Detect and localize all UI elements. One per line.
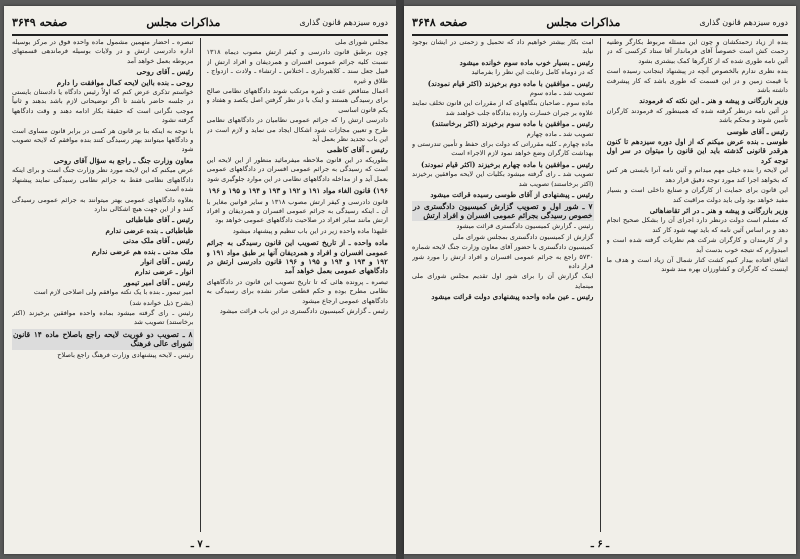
paragraph: مجلس شورای ملی bbox=[335, 38, 388, 46]
paragraph: علیهذا ماده واحده زیر در این باب تنظیم و پیشنهاد میشود bbox=[232, 226, 388, 235]
paragraph: و از کارمندان و کارگران شرکت هم نظریات گرفته شده است و امیدوارم که نتیجه خوب بدست آید bbox=[606, 236, 788, 254]
paragraph: این لایحه را بنده خیلی مهم میدانم و آئین نامه آنرا بایستی هر کس که بخواهد اجرا کند مورد توجه دقیق قرار دهد bbox=[606, 166, 788, 184]
speaker-line: رئیس ـ بسیار خوب ماده سوم خوانده میشود bbox=[459, 57, 594, 67]
speaker-line: رئیس ـ آقای کاظمی bbox=[326, 145, 388, 155]
header-title: مذاکرات مجلس bbox=[146, 15, 221, 29]
column-right bbox=[607, 38, 789, 532]
column-left bbox=[412, 38, 594, 532]
right-page bbox=[404, 6, 796, 554]
paragraph: که در دوماه کامل رعایت این نظر را بفرمائید bbox=[471, 68, 594, 77]
paragraph: کمیسیون دادگستری با حضور آقای معاون وزارت جنگ لایحه شماره ۵۷۳۰ راجع به جرائم عمومی افسران و افراد ارتش را مورد شور قرار داده bbox=[412, 243, 594, 270]
speaker-line: معاون وزارت جنگ ـ راجع به سؤال آقای روحی bbox=[53, 155, 194, 165]
section-heading: ماده واحده ـ از تاریخ تصویب این قانون رسیدگی به جرائم عمومی افسران و افراد و همردیفان آنها بر طبق مواد ۱۹۱ و ۱۹۲ و ۱۹۳ و ۱۹۴ و ۱۹۵ و ۱۹۶ قانون دادرسی ارتش در دادگاههای عمومی بعمل خواهد آمد bbox=[206, 238, 388, 276]
paragraph: بعلاوه دادگاههای عمومی بهتر میتوانند به جرائم عمومی رسیدگی کنند و از این جهت هیچ اشکالی ندارد bbox=[12, 195, 194, 213]
page-header bbox=[12, 10, 388, 36]
paragraph: رئیس ـ لایحه پیشنهادی وزارت فرهنگ راجع باصلاح bbox=[57, 350, 194, 359]
paragraph: بنده از زیاد زحمتکشان و چون این مسئله مربوط بکارگر وطنیه زحمت کش است خصوصاً آقای فرماندار آقا ستاد کرکسی که در آئین نامه طوری شده که از کارگرها کمک بیشتری بشود bbox=[606, 38, 788, 65]
speaker-line: وزیر بازرگانی و پیشه و هنر ـ این نکته که فرمودند bbox=[639, 96, 788, 106]
paragraph: بطوریکه در این قانون ملاحظه میفرمائید منظور از این لایحه این است که رسیدگی به جرائم عمومی افسران در دادگاههای عمومی بعمل آید و از مداخله دادگاههای نظامی در این موارد جلوگیری شود bbox=[206, 155, 388, 183]
column-left bbox=[12, 38, 194, 532]
header-page-number: صفحه ۳۶۴۹ bbox=[12, 15, 68, 29]
page-footer-number: ـ ۷ ـ bbox=[190, 539, 210, 550]
page-footer-number: ـ ۶ ـ bbox=[590, 539, 610, 550]
paragraph: رئیس ـ رای گرفته میشود بماده واحده موافقین برخیزند (اکثر برخاستند) تصویب شد bbox=[12, 308, 194, 327]
speaker-line: رئیس ـ عین ماده واحده پیشنهادی دولت قرائت میشود bbox=[431, 292, 594, 302]
header-page-number: صفحه ۳۶۴۸ bbox=[412, 15, 468, 29]
page-header bbox=[412, 10, 788, 36]
speaker-line: رئیس ـ پیشنهادی از آقای طوسی رسیده قرائت میشود bbox=[430, 190, 594, 200]
paragraph: قانون دادرسی و کیفر ارتش مصوب ۱۳۱۸ و سایر قوانین مغایر با آن ـ اینکه رسیدگی به جرائم عمومی افسران و همردیفان و افراد ارتش مانند سایر افراد در صلاحیت دادگاههای عمومی خواهد بود bbox=[206, 197, 388, 225]
paragraph: تصویب شد ـ رای گرفته میشود بکلیات این لایحه موافقین برخیزند (اکثر برخاستند) تصویب شد bbox=[412, 170, 594, 188]
paragraph: در آئین نامه درنظر گرفته شده که همینطور که فرمودند کارگران تأمین شوند و محکم باشد bbox=[606, 106, 788, 125]
speaker-line: رئیس ـ آقای طباطبائی bbox=[125, 215, 194, 225]
book-gutter bbox=[396, 0, 404, 559]
section-heading: ۱۹۶) قانون الغاء مواد ۱۹۱ و ۱۹۲ و ۱۹۳ و ۱۹۴ و ۱۹۵ و ۱۹۶ bbox=[208, 186, 388, 196]
speaker-line: رئیس ـ آقای ملک مدنی bbox=[123, 236, 194, 246]
paragraph: با توجه به اینکه بنا بر قانون هر کسی در برابر قانون مساوی است و دادگاهها میتوانند بهتر رسیدگی کنند بنده موافقم که لایحه تصویب شود bbox=[12, 126, 194, 154]
speaker-line: رئیس ـ آقای انوار bbox=[140, 256, 194, 266]
speaker-line: ملک مدنی ـ بنده هم عرضی ندارم bbox=[91, 246, 194, 256]
speaker-line: روحی ـ بنده بااین لایحه کمال موافقت را دارم bbox=[56, 77, 194, 87]
paragraph: رئیس ـ گزارش کمیسیون دادگستری در این باب قرائت میشود bbox=[219, 306, 388, 315]
paragraph: رئیس ـ گزارش کمیسیون دادگستری قرائت میشود bbox=[456, 222, 594, 231]
paragraph: ماده سوم ـ صاحبان بنگاههای که از مقررات این قانون تخلف نمایند علاوه بر جبران خسارت وارده بدادگاه جلب خواهند شد bbox=[412, 99, 594, 117]
paragraph: ماده چهارم ـ کلیه مقرراتی که دولت برای حفظ و تأمین تندرستی و بهداشت کارگران وضع خواهد نمود لازم الاجراء است bbox=[412, 140, 594, 158]
paragraph: گزارش از کمیسیون دادگستری بمجلس شورای ملی bbox=[452, 232, 594, 241]
paragraph: تبصره ـ پرونده هائی که تا تاریخ تصویب این قانون در دادگاههای نظامی مطرح بوده و حکم قطعی صادر نشده برای رسیدگی به دادگاههای عمومی ارجاع میشود bbox=[206, 277, 388, 305]
paragraph: امیر تیمور ـ بنده با یک نکته موافقم ولی اصلاحی لازم است bbox=[33, 288, 194, 297]
paragraph: این قانون برای حمایت از کارگران و صنایع داخلی است و بسیار مفید خواهد بود ولی باید دولت مراقبت کند bbox=[606, 186, 788, 204]
paragraph: اتفاق افتاده بیدار کنیم کشت کنار شمال آن زیاد است و هدف ما اینست که کارگران و کشاورزان بهره مند شوند bbox=[606, 255, 788, 274]
header-subtitle: دوره سیزدهم قانون گذاری bbox=[699, 17, 788, 27]
page-columns bbox=[12, 38, 388, 532]
speaker-line: رئیس ـ موافقین با ماده دوم برخیزند (اکثر قیام نمودند) bbox=[427, 78, 594, 88]
paragraph: که مسلم است دولت درنظر دارد اجرای آن را بشکل صحیح انجام دهد و بر اساس آئین نامه که باید تهیه شود کار کند bbox=[606, 216, 788, 234]
paragraph: تصویب شد ـ ماده چهارم bbox=[526, 129, 594, 138]
column-right bbox=[207, 38, 389, 532]
paragraph: خواستم تذکری عرض کنم که اولاً رئیس دادگاه یا دادستان بایستی در جلسه حاضر باشند تا اگر توضیحاتی لازم باشد بدهند و ثانیاً موجب نگرانی است که حقیقة بکار ادامه دهند و وقت دادگاهها گرفته نشود bbox=[12, 88, 194, 125]
header-title: مذاکرات مجلس bbox=[546, 15, 621, 29]
speaker-line: وزیر بازرگانی و پیشه و هنر ـ در اثر تقاضاهائی bbox=[649, 205, 788, 215]
speaker-line: طباطبائی ـ بنده عرضی ندارم bbox=[105, 225, 194, 235]
paragraph: اعمال متناقض عفت و غیره مرتکب شوند دادگاههای نظامی صالح برای رسیدگی هستند و اینک با در نظر گرفتن اصل یکصد و هفتاد و یکم قانون اساسی bbox=[206, 87, 388, 114]
paragraph: امت بکار بیشتر خواهیم داد که تحمیل و زحمتی در ایشان بوجود نیاید bbox=[412, 38, 594, 56]
column-divider bbox=[600, 38, 601, 532]
speaker-line: رئیس ـ آقای روحی bbox=[136, 67, 194, 77]
paragraph: بنده نظری ندارم بالخصوص آنچه در پیشنهاد اینجانب رسیده است با قیمت زمین و در این قسمت که طوری باشد که کار پیشرفت داشته باشد bbox=[606, 67, 788, 95]
left-page bbox=[4, 6, 396, 554]
paragraph: دادرسی ارتش را که جرائم عمومی نظامیان در دادگاههای نظامی طرح و تعیین مجازات شود اشکال ایجاد می نماید و لازم است در این باب تجدید نظر بعمل آید bbox=[206, 116, 388, 144]
paragraph: تصویب شد ـ ماده سوم bbox=[529, 89, 594, 98]
speaker-line: رئیس ـ موافقین با ماده چهارم برخیزند (اکثر قیام نمودند) bbox=[420, 159, 594, 169]
speaker-line: رئیس ـ آقای امیر تیمور bbox=[123, 277, 194, 287]
agenda-item-heading: ۸ ـ تصویب دو فوریت لایحه راجع باصلاح ماده ۱۴ قانون شورای عالی فرهنگ bbox=[13, 329, 193, 349]
header-subtitle: دوره سیزدهم قانون گذاری bbox=[299, 17, 388, 27]
speaker-line: طوسی ـ بنده عرض میکنم که از اول دوره سیزدهم تا کنون هرقدر قانونی گذشته باید این قانون را میتوان در سر اول توجه کرد bbox=[606, 137, 788, 165]
agenda-item-heading: ۷ ـ شور اول و تصویب گزارش کمیسیون دادگستری در خصوص رسیدگی بجرائم عمومی افسران و افراد ارتش bbox=[413, 201, 593, 220]
paragraph: تبصره ـ احضار متهمین مشمول ماده واحده فوق در مرکز بوسیله اداره دادرسی ارتش و در ولایات بوسیله فرماندهی قسمتهای مربوطه بعمل خواهد آمد bbox=[12, 38, 194, 65]
paragraph: (بشرح ذیل خوانده شد) bbox=[129, 298, 194, 307]
page-columns bbox=[412, 38, 788, 532]
speaker-line: انوار ـ عرضی ندارم bbox=[134, 267, 194, 277]
paragraph: اینک گزارش آن را برای شور اول تقدیم مجلس شورای ملی مینماید bbox=[412, 272, 594, 290]
speaker-line: رئیس ـ آقای طوسی bbox=[726, 126, 788, 136]
column-divider bbox=[200, 38, 201, 532]
speaker-line: رئیس ـ موافقین با ماده سوم برخیزند (اکثر برخاستند) bbox=[431, 119, 594, 129]
paragraph: چون برطبق قانون دادرسی و کیفر ارتش مصوب دیماه ۱۳۱۸ نسبت کلیه جرائم عمومی افسران و همردیفان و افراد ارتش از قبیل جعل سند ـ کلاهبرداری ـ اختلاس ـ ارتشاء ـ ولادت ـ ازدواج ـ طلاق و غیره bbox=[206, 48, 388, 85]
paragraph: عرض میکنم که این لایحه مورد نظر وزارت جنگ است و برای اینکه دادگاههای نظامی فقط به جرائم نظامی رسیدگی نمایند پیشنهاد شده است bbox=[12, 166, 194, 194]
